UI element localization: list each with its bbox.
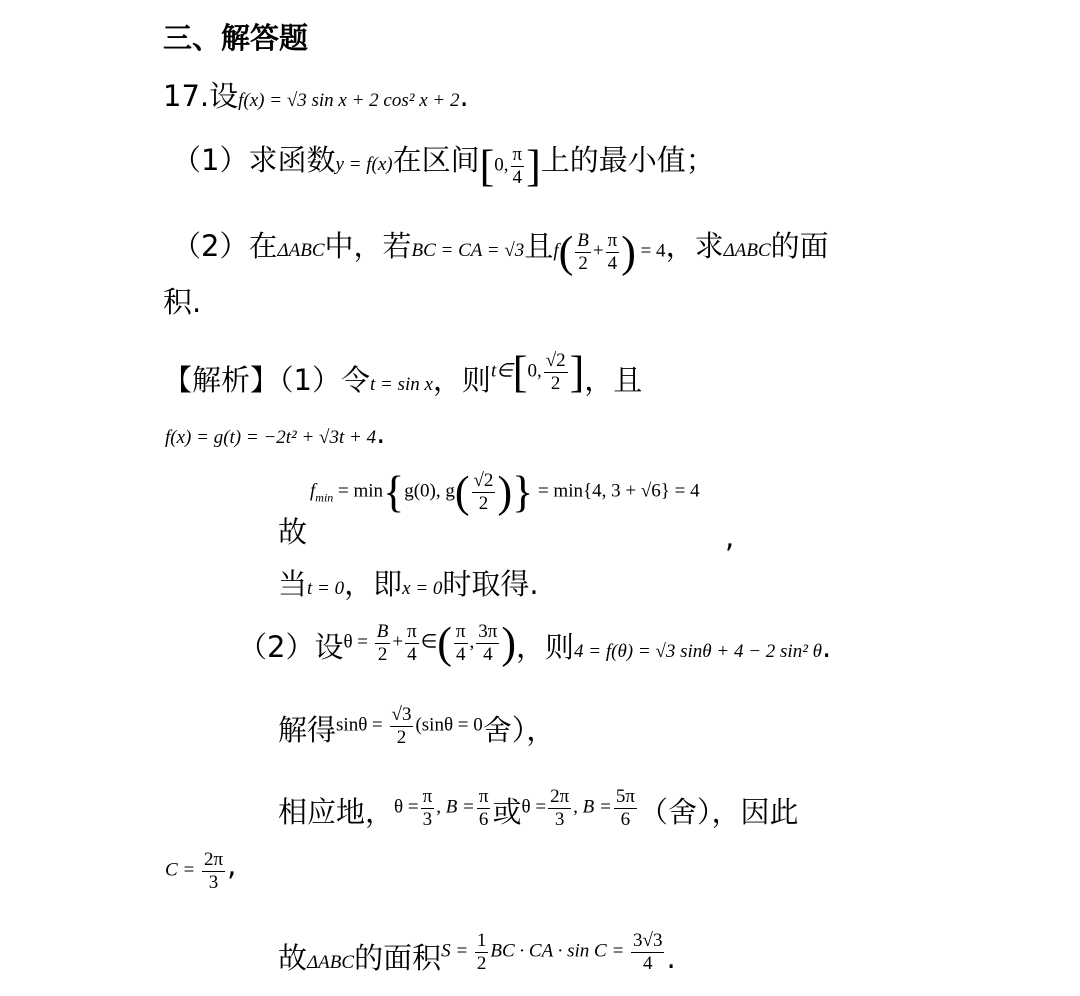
jiede-sin: sinθ = bbox=[336, 714, 383, 736]
part-2-continuation: 积. bbox=[163, 285, 202, 319]
s2-theta-def: θ = $\frac{B}{2}$ + $\frac{\pi}{4}$ ∈( $\frac{\pi}{4}$ , $\frac{3\pi}{4}$ ) bbox=[343, 618, 517, 668]
xy-t1: θ = bbox=[394, 796, 419, 818]
question-number: 17.设 bbox=[163, 79, 239, 113]
jiede-paren: (sinθ = 0 bbox=[415, 714, 483, 736]
c-den: 3 bbox=[208, 871, 219, 893]
part-1-mid: 在区间 bbox=[392, 143, 480, 177]
s2-2: 2 bbox=[377, 643, 388, 665]
part-2 bbox=[172, 224, 829, 275]
frac-b-num: B bbox=[577, 229, 589, 251]
jiede-num: √3 bbox=[391, 703, 412, 725]
xy-t2d: 3 bbox=[554, 808, 565, 830]
s2-pi: π bbox=[407, 620, 417, 642]
solution-range: t∈[0, $\frac{√2}{2}$ ] bbox=[490, 347, 585, 397]
interval-num: π bbox=[512, 143, 523, 165]
dang-ji: ，即 bbox=[344, 567, 403, 601]
s2-theta: θ = bbox=[343, 631, 369, 653]
xy-t1n: π bbox=[422, 785, 433, 807]
c-num: 2π bbox=[204, 848, 224, 870]
section-heading: 三、解答题 bbox=[163, 21, 309, 55]
xiangying-label: 相应地， bbox=[278, 795, 395, 829]
fmin-math: $f_{min} = \min\{g(0)$, g( $\frac{√2}{2}$ )} = min{4, 3 + √6} = 4 bbox=[310, 467, 700, 517]
part-1-interval: [0, $\frac{\pi}{4}$ ] bbox=[479, 141, 541, 191]
fmin-sub: min bbox=[315, 490, 334, 505]
area-triangle: ΔABC bbox=[307, 952, 355, 973]
s2-prefix: （2）设 bbox=[238, 630, 344, 664]
fmin-comma: , bbox=[725, 520, 735, 554]
part-1-prefix: （1）求函数 bbox=[172, 143, 336, 177]
xy-she: （舍），因此 bbox=[638, 795, 799, 829]
dang-end: 时取得. bbox=[442, 567, 539, 601]
xy-b2n: 5π bbox=[615, 785, 635, 807]
frac-b-den: 2 bbox=[578, 252, 588, 274]
gu-label: 故 bbox=[278, 515, 308, 549]
frac-pi-den: 4 bbox=[607, 252, 618, 274]
interval-den: 4 bbox=[512, 166, 523, 188]
range-num: √2 bbox=[545, 349, 566, 371]
dang-label: 当 bbox=[278, 567, 308, 601]
jiede-den: 2 bbox=[396, 726, 407, 748]
area-half-n: 1 bbox=[476, 929, 487, 951]
f-equals: = 4 bbox=[640, 240, 666, 262]
solution-label: 【解析】（1）令 bbox=[163, 363, 370, 397]
jiede-label: 解得 bbox=[278, 713, 337, 747]
area-rd: 4 bbox=[643, 952, 653, 974]
c-comma: , bbox=[227, 848, 237, 882]
s2-r1d: 4 bbox=[455, 643, 466, 665]
question-17 bbox=[163, 74, 469, 115]
area-s: S = bbox=[441, 940, 469, 962]
jiede-she: 舍）， bbox=[482, 713, 556, 747]
xy-b2: , B = bbox=[573, 796, 612, 818]
xy-b1: , B = bbox=[436, 796, 475, 818]
xy-t2: θ = bbox=[521, 796, 547, 818]
solution-then: ，则 bbox=[432, 363, 491, 397]
f-symbol: f bbox=[553, 240, 559, 262]
part-1-function: y = f(x) bbox=[335, 154, 393, 175]
xy-b2d: 6 bbox=[620, 808, 631, 830]
fmin-den: 2 bbox=[478, 492, 489, 514]
jiede-line bbox=[278, 703, 556, 759]
c-line bbox=[165, 848, 236, 894]
fmin-rest: = min{4, 3 + √6} = 4 bbox=[537, 480, 700, 502]
xy-b1d: 6 bbox=[478, 808, 489, 830]
s2-in: ∈ bbox=[420, 631, 438, 653]
area-mid: BC · CA · sin C = bbox=[490, 940, 625, 962]
part-2-mid2: ，求 bbox=[665, 229, 724, 263]
part-2-triangle: ΔABC bbox=[277, 240, 325, 261]
part-2-suffix: 的面 bbox=[770, 229, 829, 263]
s2-equation: 4 = f(θ) = √3 sinθ + 4 − 2 sin² θ bbox=[574, 641, 822, 662]
s2-r2d: 4 bbox=[483, 643, 493, 665]
part-2-mid: 中，若 bbox=[324, 229, 412, 263]
question-end: . bbox=[459, 79, 469, 113]
s2-4: 4 bbox=[407, 643, 417, 665]
t-in: t∈ bbox=[490, 360, 513, 382]
xy-or: 或 bbox=[492, 795, 522, 829]
area-half-d: 2 bbox=[476, 952, 487, 974]
area-rn: 3√3 bbox=[633, 929, 663, 951]
solution-substitution: t = sin x bbox=[369, 374, 433, 395]
fmin-eq: = min bbox=[338, 480, 384, 502]
solution-and: ，且 bbox=[584, 363, 643, 397]
area-end: . bbox=[666, 941, 676, 975]
s2-r2n: 3π bbox=[478, 620, 498, 642]
area-math bbox=[441, 930, 666, 975]
g-definition: f(x) = g(t) = −2t² + √3t + 4 bbox=[165, 427, 377, 448]
solution-line-2 bbox=[165, 416, 385, 450]
s2-ze: ，则 bbox=[516, 630, 575, 664]
s2-b: B bbox=[376, 620, 389, 642]
c-math bbox=[165, 849, 227, 894]
s2-end: . bbox=[821, 630, 832, 664]
fmin-num: √2 bbox=[473, 470, 494, 491]
xiangying-line bbox=[278, 785, 799, 841]
interval-left: 0, bbox=[494, 154, 509, 176]
part-1 bbox=[172, 138, 715, 189]
solution-line-1 bbox=[163, 347, 643, 409]
fmin-expression bbox=[310, 467, 700, 517]
fmin-g0: g(0), g bbox=[404, 480, 455, 502]
area-line bbox=[278, 929, 676, 987]
jiede-math bbox=[336, 704, 483, 749]
xiangying-math-2 bbox=[521, 786, 638, 831]
part-2-and: 且 bbox=[524, 229, 554, 263]
area-text: 的面积 bbox=[354, 941, 442, 975]
dang-x: x = 0 bbox=[402, 578, 443, 599]
c-eq: C = bbox=[165, 859, 196, 881]
range-left: 0, bbox=[527, 360, 542, 382]
area-gu: 故 bbox=[278, 941, 308, 975]
range-den: 2 bbox=[550, 372, 561, 394]
g-end: . bbox=[376, 416, 386, 450]
frac-pi-num: π bbox=[607, 229, 618, 251]
question-formula: f(x) = √3 sin x + 2 cos² x + 2 bbox=[238, 90, 460, 111]
fmin-f: f bbox=[310, 480, 316, 502]
s2-r1n: π bbox=[455, 620, 466, 642]
xy-t1d: 3 bbox=[422, 808, 433, 830]
xy-b1n: π bbox=[478, 785, 489, 807]
part-1-suffix: 上的最小值； bbox=[540, 143, 715, 177]
part-2-prefix: （2）在 bbox=[172, 229, 278, 263]
xiangying-math-1 bbox=[394, 786, 492, 831]
s2-plus: + bbox=[392, 631, 404, 653]
dang-line bbox=[278, 562, 539, 603]
part-2-triangle-2: ΔABC bbox=[723, 240, 771, 261]
solution-part-2 bbox=[238, 618, 832, 676]
xy-t2n: 2π bbox=[550, 785, 570, 807]
part-2-f-expression: f( $\frac{B}{2}$ + $\frac{\pi}{4}$ ) = 4 bbox=[553, 227, 666, 277]
part-2-condition: BC = CA = √3 bbox=[411, 240, 525, 261]
dang-t: t = 0 bbox=[307, 578, 345, 599]
